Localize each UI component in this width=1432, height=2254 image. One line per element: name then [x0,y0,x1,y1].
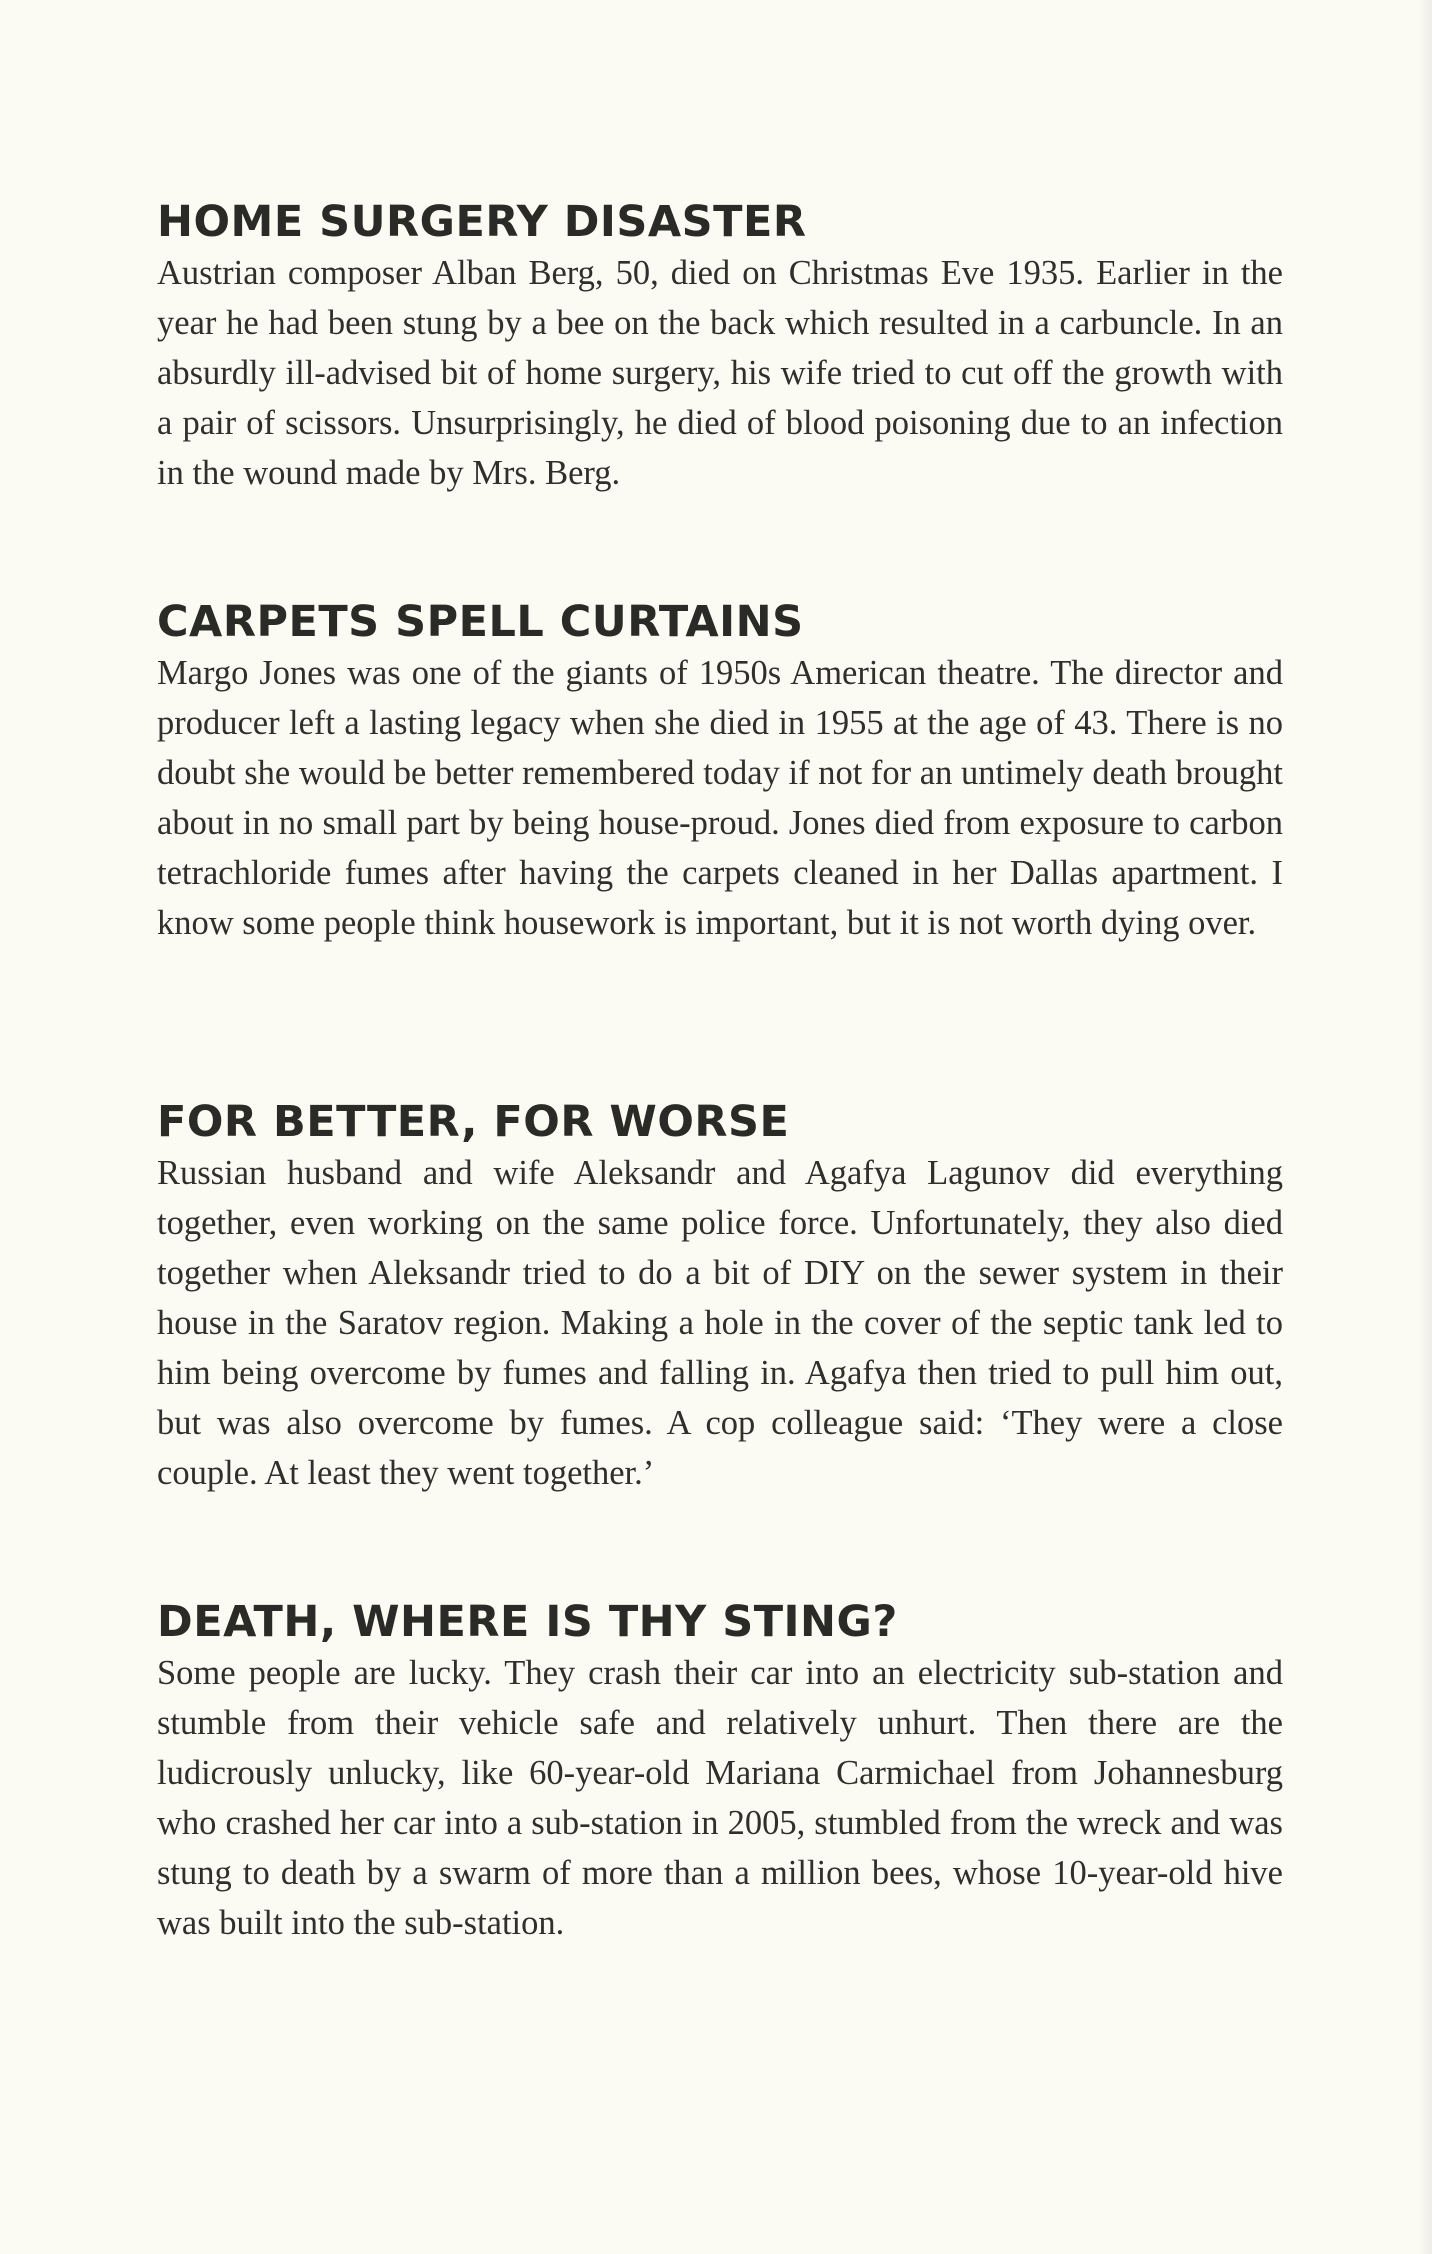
article-heading: FOR BETTER, FOR WORSE [157,1097,790,1147]
page-edge-shadow [1418,0,1432,2254]
article-home-surgery-disaster [157,196,1283,498]
article-heading: HOME SURGERY DISASTER [157,197,807,247]
article-body: Margo Jones was one of the giants of 1950s American theatre. The director and producer left a lasting legacy when she died in 1955 at the age of 43. There is no doubt she would be better remembered today if not for an untimely death brought about in no small part by being house-proud. Jones died from exposure to carbon tetrachloride fumes after having the carpets cleaned in her Dallas apartment. I know some people think housework is important, but it is not worth dying over. [157,654,1283,942]
article-for-better-for-worse [157,1096,1283,1498]
article-carpets-spell-curtains [157,596,1283,948]
article-body: Russian husband and wife Aleksandr and Agafya Lagunov did everything together, even working on the same police force. Unfortunately, they also died together when Aleksandr tried to do a bit of DIY on the sewer system in their house in the Saratov region. Making a hole in the cover of the septic tank led to him being overcome by fumes and falling in. Agafya then tried to pull him out, but was also overcome by fumes. A cop colleague said: ‘They were a close couple. At least they went together.’ [157,1154,1283,1492]
article-heading: DEATH, WHERE IS THY STING? [157,1597,898,1647]
article-body: Some people are lucky. They crash their car into an electricity sub-station and stumble from their vehicle safe and relatively unhurt. Then there are the ludicrously unlucky, like 60-year-old Mariana Carmichael from Johannesburg who crashed her car into a sub-station in 2005, stumbled from the wreck and was stung to death by a swarm of more than a million bees, whose 10-year-old hive was built into the sub-station. [157,1654,1283,1942]
article-death-where-is-thy-sting [157,1596,1283,1948]
article-heading: CARPETS SPELL CURTAINS [157,597,804,647]
article-body: Austrian composer Alban Berg, 50, died on Christmas Eve 1935. Earlier in the year he had been stung by a bee on the back which resulted in a carbuncle. In an absurdly ill-advised bit of home surgery, his wife tried to cut off the growth with a pair of scissors. Unsurprisingly, he died of blood poisoning due to an infection in the wound made by Mrs. Berg. [157,254,1283,492]
